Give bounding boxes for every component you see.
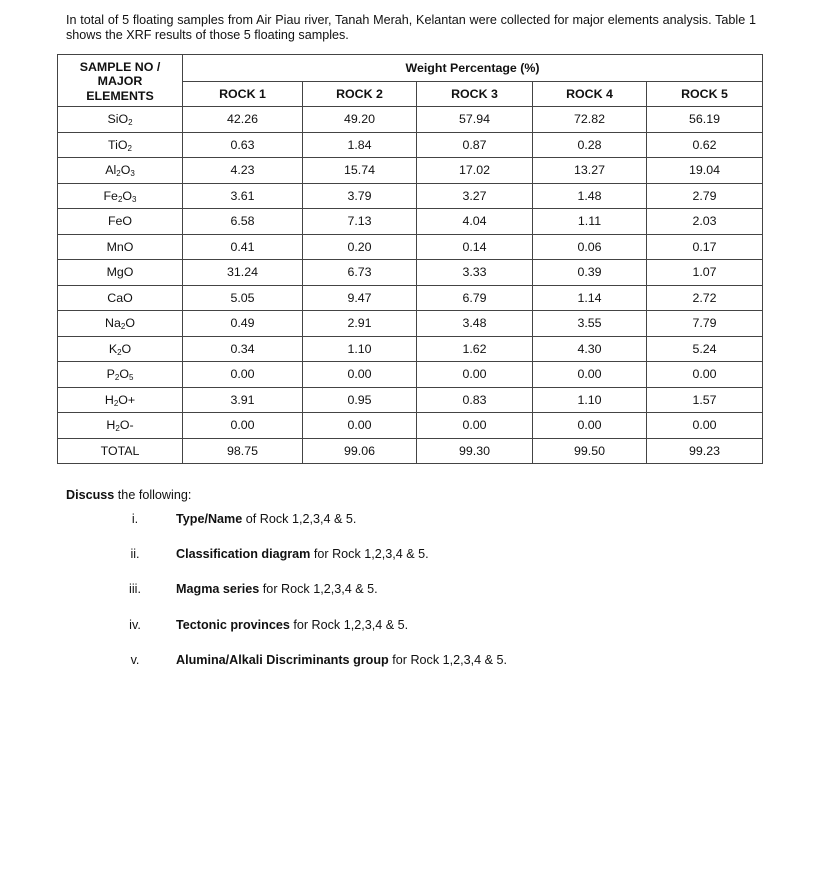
task-topic: Tectonic provinces <box>176 618 290 632</box>
value-cell: 0.28 <box>533 132 647 158</box>
element-formula-part: MgO <box>106 265 134 280</box>
value-cell: 0.00 <box>303 413 417 439</box>
value-cell: 1.57 <box>647 387 763 413</box>
value-cell: 0.00 <box>647 362 763 388</box>
task-number: iv. <box>129 618 141 632</box>
value-cell: 98.75 <box>183 438 303 464</box>
value-cell: 1.10 <box>533 387 647 413</box>
value-cell: 0.00 <box>533 362 647 388</box>
value-cell: 1.62 <box>417 336 533 362</box>
element-subscript: 2 <box>120 322 126 332</box>
element-subscript: 2 <box>117 194 123 204</box>
sample-header-line1: SAMPLE NO / <box>79 59 161 74</box>
value-cell: 1.14 <box>533 285 647 311</box>
value-cell: 0.00 <box>647 413 763 439</box>
element-subscript: 2 <box>113 398 119 408</box>
element-formula-part: SiO <box>107 112 129 127</box>
value-cell: 0.00 <box>183 413 303 439</box>
value-cell: 15.74 <box>303 158 417 184</box>
element-formula-part: H <box>106 418 116 433</box>
task-description: of Rock 1,2,3,4 & 5. <box>242 512 357 526</box>
value-cell: 0.39 <box>533 260 647 286</box>
element-formula-part: O <box>119 367 129 382</box>
value-cell: 7.79 <box>647 311 763 337</box>
element-subscript: 2 <box>117 347 122 357</box>
rock-header: ROCK 5 <box>647 82 763 107</box>
element-subscript: 2 <box>115 424 120 434</box>
value-cell: 99.06 <box>303 438 417 464</box>
value-cell: 2.03 <box>647 209 763 235</box>
element-formula-part: Na <box>105 316 121 331</box>
value-cell: 0.20 <box>303 234 417 260</box>
element-formula-part: O <box>125 316 135 331</box>
value-cell: 4.30 <box>533 336 647 362</box>
sample-header-line3: ELEMENTS <box>86 88 154 103</box>
value-cell: 2.79 <box>647 183 763 209</box>
element-subscript: 2 <box>116 169 121 179</box>
element-subscript: 3 <box>130 169 135 179</box>
discuss-label-bold: Discuss <box>66 488 115 502</box>
value-cell: 1.11 <box>533 209 647 235</box>
value-cell: 9.47 <box>303 285 417 311</box>
value-cell: 0.87 <box>417 132 533 158</box>
value-cell: 3.79 <box>303 183 417 209</box>
element-formula-part: O- <box>119 418 134 433</box>
value-cell: 3.48 <box>417 311 533 337</box>
value-cell: 2.91 <box>303 311 417 337</box>
value-cell: 0.06 <box>533 234 647 260</box>
element-formula-part: TiO <box>108 137 128 152</box>
value-cell: 3.55 <box>533 311 647 337</box>
task-description: for Rock 1,2,3,4 & 5. <box>289 618 409 632</box>
value-cell: 6.58 <box>183 209 303 235</box>
value-cell: 4.04 <box>417 209 533 235</box>
sample-header-line2: MAJOR <box>97 74 143 89</box>
value-cell: 1.07 <box>647 260 763 286</box>
element-formula-part: Al <box>105 163 117 178</box>
task-number: iii. <box>129 582 141 596</box>
element-subscript: 2 <box>128 118 133 128</box>
value-cell: 13.27 <box>533 158 647 184</box>
value-cell: 0.62 <box>647 132 763 158</box>
rock-header: ROCK 3 <box>417 82 533 107</box>
element-formula-part: MnO <box>106 239 134 254</box>
value-cell: 0.00 <box>417 362 533 388</box>
value-cell: 3.27 <box>417 183 533 209</box>
task-topic: Classification diagram <box>176 547 311 561</box>
value-cell: 0.00 <box>533 413 647 439</box>
value-cell: 0.00 <box>417 413 533 439</box>
task-description: for Rock 1,2,3,4 & 5. <box>310 547 429 561</box>
value-cell: 0.00 <box>303 362 417 388</box>
value-cell: 0.34 <box>183 336 303 362</box>
task-number: ii. <box>130 547 140 561</box>
task-description: for Rock 1,2,3,4 & 5. <box>388 653 508 667</box>
rock-header: ROCK 2 <box>303 82 417 107</box>
element-subscript: 2 <box>127 143 132 153</box>
element-subscript: 2 <box>114 373 120 383</box>
value-cell: 0.95 <box>303 387 417 413</box>
task-description: for Rock 1,2,3,4 & 5. <box>259 582 378 596</box>
discuss-label-rest: the following: <box>114 488 192 502</box>
value-cell: 3.91 <box>183 387 303 413</box>
value-cell: 0.14 <box>417 234 533 260</box>
element-subscript: 5 <box>128 373 134 383</box>
rock-header: ROCK 1 <box>183 82 303 107</box>
element-formula-part: TOTAL <box>100 443 140 458</box>
value-cell: 17.02 <box>417 158 533 184</box>
value-cell: 5.24 <box>647 336 763 362</box>
task-topic: Type/Name <box>176 512 243 526</box>
element-formula-part: FeO <box>107 214 133 229</box>
element-formula-part: CaO <box>107 290 133 305</box>
value-cell: 56.19 <box>647 107 763 133</box>
value-cell: 49.20 <box>303 107 417 133</box>
intro-paragraph: In total of 5 floating samples from Air Piau river, Tanah Merah, Kelantan were collected for major elements analysis. Table 1 shows the XRF results of those 5 floating samples. <box>66 13 756 42</box>
value-cell: 2.72 <box>647 285 763 311</box>
value-cell: 1.10 <box>303 336 417 362</box>
rock-header: ROCK 4 <box>533 82 647 107</box>
value-cell: 99.50 <box>533 438 647 464</box>
value-cell: 0.41 <box>183 234 303 260</box>
value-cell: 5.05 <box>183 285 303 311</box>
value-cell: 3.33 <box>417 260 533 286</box>
value-cell: 72.82 <box>533 107 647 133</box>
element-formula-part: P <box>106 367 115 382</box>
element-formula-part: O <box>122 188 133 203</box>
value-cell: 0.83 <box>417 387 533 413</box>
element-formula-part: Fe <box>103 188 118 203</box>
value-cell: 0.63 <box>183 132 303 158</box>
element-formula-part: O <box>121 341 132 356</box>
value-cell: 6.79 <box>417 285 533 311</box>
task-number: i. <box>131 512 139 526</box>
element-subscript: 3 <box>132 194 137 204</box>
value-cell: 0.00 <box>183 362 303 388</box>
value-cell: 4.23 <box>183 158 303 184</box>
value-cell: 7.13 <box>303 209 417 235</box>
value-cell: 99.23 <box>647 438 763 464</box>
element-formula-part: K <box>108 341 118 356</box>
value-cell: 31.24 <box>183 260 303 286</box>
task-topic: Magma series <box>176 582 260 596</box>
task-number: v. <box>130 653 140 667</box>
value-cell: 19.04 <box>647 158 763 184</box>
element-formula-part: H <box>104 392 114 407</box>
weight-percentage-header: Weight Percentage (%) <box>183 55 763 82</box>
value-cell: 99.30 <box>417 438 533 464</box>
value-cell: 3.61 <box>183 183 303 209</box>
value-cell: 1.84 <box>303 132 417 158</box>
task-topic: Alumina/Alkali Discriminants group <box>176 653 389 667</box>
value-cell: 0.49 <box>183 311 303 337</box>
value-cell: 6.73 <box>303 260 417 286</box>
element-formula-part: O+ <box>118 392 136 407</box>
value-cell: 1.48 <box>533 183 647 209</box>
element-formula-part: O <box>120 163 131 178</box>
value-cell: 0.17 <box>647 234 763 260</box>
value-cell: 57.94 <box>417 107 533 133</box>
value-cell: 42.26 <box>183 107 303 133</box>
